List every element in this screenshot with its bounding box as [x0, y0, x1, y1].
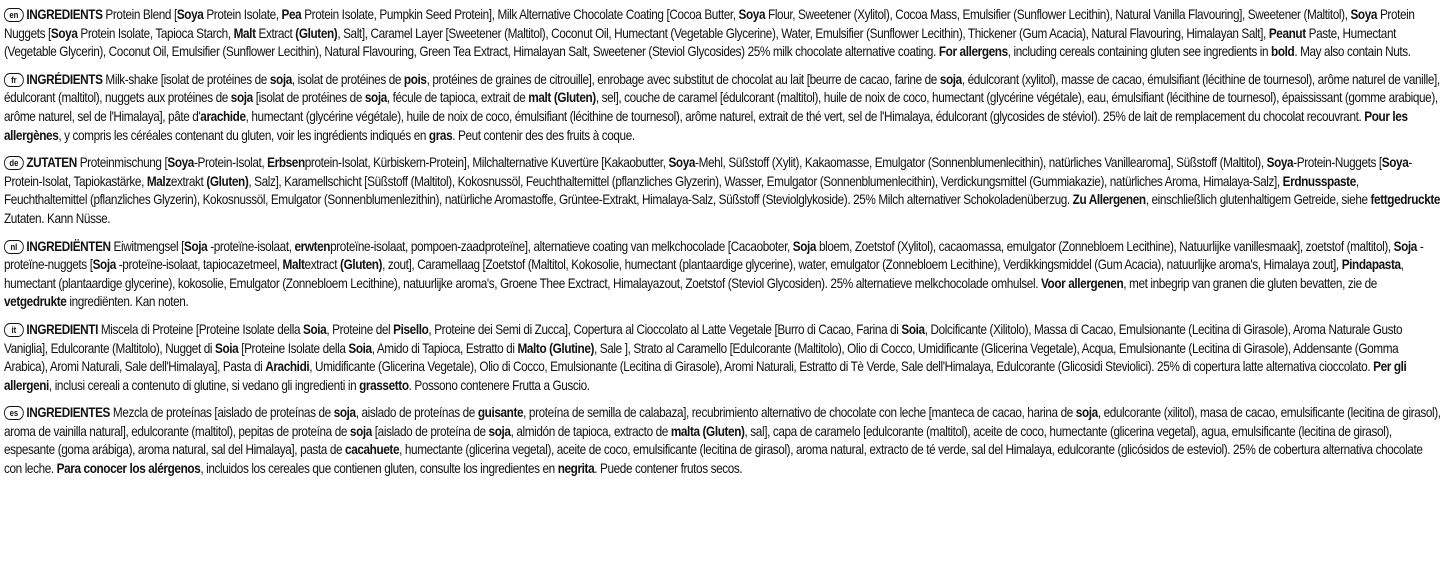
ingredient-text: , incluidos los cereales que contienen gluten, consulte los ingredientes en: [200, 461, 558, 477]
ingredients-section-fr: [4, 71, 1442, 145]
ingredient-text: -Protein-Nuggets [: [1293, 155, 1382, 171]
allergen-text: Peanut: [1268, 25, 1306, 41]
ingredient-text: , édulcorant (xylitol), masse de cacao, émulsifiant (lécithine de tournesol), arôme naturel de vanille], édulcorant (maltitol), nuggets aux protéines de: [4, 71, 1440, 106]
ingredient-text: , almidón de tapioca, extracto de: [510, 423, 671, 439]
ingredient-text: . May also contain Nuts.: [1294, 44, 1411, 60]
allergen-text: Soya: [167, 155, 194, 171]
ingredient-text: extract: [304, 257, 341, 273]
ingredient-text: Flour, Sweetener (Xylitol), Cocoa Mass, Emulsifier (Sunflower Lecithin), Natural Vanilla Flavouring], Sweetener (Maltitol),: [765, 7, 1351, 22]
ingredient-text: , zout], Caramellaag [Zoetstof (Maltitol, Kokosolie, humectant (plantaardige glycerine), water, emulgator (Zonnebloem Lecithine), Verdikkingsmiddel (Gum Acacia), natuurlijke aroma's, Himalaya zout],: [382, 257, 1342, 273]
allergen-text: bold: [1271, 44, 1295, 60]
allergen-text: soja: [364, 90, 387, 106]
allergen-text: soja: [269, 71, 292, 87]
allergen-text: Soya: [1266, 155, 1294, 171]
allergen-text: Soja: [1393, 238, 1417, 254]
allergen-text: Soja: [792, 238, 817, 254]
ingredient-text: -Protein-Isolat,: [193, 155, 268, 171]
language-code-badge: fr: [4, 73, 24, 87]
ingredient-text: [Proteine Isolate della: [238, 340, 349, 356]
allergen-text: Erbsen: [267, 155, 305, 171]
allergen-text: Soya: [738, 7, 766, 22]
ingredient-text: , Salt], Caramel Layer [Sweetener (Maltitol), Coconut Oil, Humectant (Vegetable Glycerine), Water, Emulsifier (Sunflower Lecithin), Thickener (Gum Acacia), Natural Flavouring, Himalayan Salt],: [337, 25, 1269, 41]
ingredient-text: Protein Isolate,: [203, 7, 282, 22]
ingredient-text: Miscela di Proteine [Proteine Isolate della: [97, 321, 304, 337]
ingredient-text: Proteinmischung [: [76, 155, 168, 171]
ingredient-text: Eiwitmengsel [: [110, 238, 185, 254]
allergen-text: Erdnusspaste: [1282, 173, 1356, 189]
allergen-text: Soia: [303, 321, 327, 337]
language-code-badge: nl: [4, 240, 24, 254]
ingredient-text: , Proteine del: [326, 321, 394, 337]
allergen-text: cacahuete: [345, 442, 400, 458]
ingredient-text: bloem, Zoetstof (Xylitol), cacaomassa, emulgator (Zonnebloem Lecithine), Natuurlijke vanillesmaak], zoetstof (maltitol),: [816, 238, 1394, 254]
section-heading: INGREDIENTS: [26, 7, 103, 22]
allergen-text: malt (Gluten): [528, 90, 596, 106]
ingredient-text: Paste, Humectant (Vegetable Glycerin), Coconut Oil, Emulsifier (Sunflower Lecithin), Natural Flavouring, Green Tea Extract, Himalayan Salt, Sweetener (Steviol Glycosides) 25% milk chocolate alternative coating.: [4, 25, 1397, 60]
allergen-text: soja: [1075, 405, 1098, 421]
ingredient-text: . Possono contenere Frutta a Guscio.: [408, 377, 590, 393]
ingredient-text: Protein Isolate, Pumpkin Seed Protein], Milk Alternative Chocolate Coating [Cocoa Butter,: [301, 7, 739, 22]
allergen-text: Para conocer los alérgenos: [56, 461, 201, 477]
ingredient-text: , sal], capa de caramelo [edulcorante (maltitol), aceite de coco, humectante (glicerina vegetal), agua, emulsificante (lecitina de girasol), espesante (goma arábiga), aroma natural, sal del Himalaya], pasta de: [4, 423, 1392, 458]
ingredient-text: , proteína de semilla de calabaza], recubrimiento alternativo de chocolate con leche [manteca de cacao, harina de: [523, 405, 1076, 421]
allergen-text: guisante: [477, 405, 524, 421]
ingredient-text: , humectant (plantaardige glycerine), kokosolie, Emulgator (Zonnebloem Lecithine), natuurlijke aroma's, Groene Thee Exctract, Himalayazout, Zoetstof (Steviol Glycosiden). 25% alternatieve melkchocolade omhulsel.: [4, 257, 1404, 291]
ingredient-text: Mezcla de proteínas [aislado de proteínas de: [110, 405, 334, 421]
section-heading: INGREDIENTES: [26, 405, 111, 421]
allergen-text: Soya: [668, 155, 696, 171]
ingredient-text: Protein Nuggets [: [4, 7, 1415, 41]
allergen-text: Pour les allergènes: [4, 108, 1408, 143]
ingredient-text: , isolat de protéines de: [291, 71, 404, 87]
ingredient-text: -Mehl, Süßstoff (Xylit), Kakaomasse, Emulgator (Sonnenblumenlecithin), natürliches Vanillearoma], Süßstoff (Maltitol),: [695, 155, 1267, 171]
ingredient-text: Milk-shake [isolat de protéines de: [102, 71, 270, 87]
allergen-text: grassetto: [359, 377, 409, 393]
ingredient-text: -proteïne-isolaat, tapiocazetmeel,: [115, 257, 283, 273]
allergen-text: negrita: [557, 461, 595, 477]
allergen-text: Soja: [92, 257, 116, 273]
ingredient-text: , aislado de proteínas de: [355, 405, 478, 421]
allergen-text: soja: [333, 405, 356, 421]
allergen-text: soja: [230, 90, 253, 106]
ingredient-text: , Umidificante (Glicerina Vegetale), Olio di Cocco, Emulsionante (Lecitina di Girasole), Aromi Naturali, Estratto di Tè Verde, Sale dell'Himalaya, Edulcorante (Glicosidi Steviolici). 25% di copertura latte alternativa cioccolato.: [309, 359, 1374, 375]
ingredient-text: , protéines de graines de citrouille], enrobage avec substitut de chocolat au lait [beurre de cacao, farine de: [426, 71, 940, 87]
allergen-text: (Gluten): [340, 257, 383, 273]
ingredient-text: Extract: [255, 25, 296, 41]
allergen-text: soja: [939, 71, 962, 87]
ingredient-text: . Peut contenir des des fruits à coque.: [452, 127, 635, 143]
ingredient-text: extrakt: [170, 173, 207, 189]
ingredient-text: , Feuchthaltemittel (pflanzliches Glyzerin), Kokosnussöl, Emulgator (Sonnenblumenlezithin), natürliche Aromastoffe, Grüntee-Extrakt, Himalaya-Salz, Süßstoff (Steviolglykoside). 25% Milch alternativer Schokoladenüberzug.: [4, 173, 1359, 208]
allergen-text: Soya: [176, 7, 204, 22]
language-code-badge: de: [4, 156, 24, 170]
ingredient-text: , Proteine dei Semi di Zucca], Copertura al Cioccolato al Latte Vegetale [Burro di Cacao, Farina di: [428, 321, 902, 337]
ingredient-text: , Dolcificante (Xilitolo), Massa di Cacao, Emulsionante (Lecitina di Girasole), Aroma Naturale Gusto Vaniglia], Edulcorante (Maltitolo), Nugget di: [4, 321, 1403, 356]
section-heading: INGREDIËNTEN: [26, 238, 111, 254]
ingredient-text: , fécule de tapioca, extrait de: [386, 90, 529, 106]
ingredients-section-de: [4, 154, 1442, 228]
allergen-text: Soia: [348, 340, 372, 356]
language-code-badge: en: [4, 8, 24, 22]
ingredient-text: . Puede contener frutos secos.: [594, 461, 743, 477]
allergen-text: Voor allergenen: [1040, 275, 1124, 291]
ingredient-text: , met inbegrip van granen die gluten bevatten, zie de: [1123, 275, 1377, 291]
language-code-badge: it: [4, 323, 24, 337]
language-code-badge: es: [4, 406, 24, 420]
allergen-text: erwten: [294, 238, 331, 254]
ingredient-text: , Salz], Karamellschicht [Süßstoff (Maltitol), Kokosnussöl, Feuchthaltemittel (pflanzliches Glyzerin), Wasser, Emulgator (Sonnenblumenlecithin), Verdickungsmittel (Gummiakazie), natürliches Aroma, Himalaya-Salz],: [248, 173, 1283, 189]
allergen-text: vetgedrukte: [4, 294, 67, 310]
ingredient-text: protein-Isolat, Kürbiskern-Protein], Milchalternative Kuvertüre [Kakaobutter,: [304, 155, 669, 171]
allergen-text: malta (Gluten): [670, 423, 745, 439]
ingredients-section-es: [4, 404, 1442, 478]
allergen-text: (Gluten): [295, 25, 338, 41]
ingredient-text: -proteïne-isolaat,: [207, 238, 295, 254]
ingredient-text: , including cereals containing gluten see ingredients in: [1007, 44, 1272, 60]
allergen-text: soja: [488, 423, 511, 439]
allergen-text: pois: [403, 71, 427, 87]
ingredient-text: , Amido di Tapioca, Estratto di: [371, 340, 518, 356]
allergen-text: gras: [428, 127, 453, 143]
ingredient-text: Protein Isolate, Tapioca Starch,: [77, 25, 234, 41]
ingredient-text: Protein Blend [: [102, 7, 177, 22]
allergen-text: soja: [349, 423, 372, 439]
allergen-text: Soya: [1350, 7, 1378, 22]
ingredient-text: , Sale ], Strato al Caramello [Edulcorante (Maltitolo), Olio di Cocco, Umidificante (Glicerina Vegetale), Acqua, Emulsionante (Lecitina di Girasole), Addensante (Gomma Arabica), Aromi Naturali, Sale dell'Himalaya], Pasta di: [4, 340, 1399, 375]
ingredient-text: , sel], couche de caramel [édulcorant (maltitol), huile de noix de coco, humectant (glycérine végétale), eau, émulsifiant (lécithine de tournesol), épaississant (gomme arabique), arôme naturel, sel de l'Himalaya], pâte d': [4, 90, 1438, 124]
allergen-text: Soia: [901, 321, 925, 337]
ingredient-text: ingrediënten. Kan noten.: [66, 294, 189, 310]
ingredient-text: , inclusi cereali a contenuto di glutine, si vedano gli ingredienti in: [48, 377, 360, 393]
section-heading: INGRÉDIENTS: [26, 71, 103, 87]
ingredient-text: Zutaten. Kann Nüsse.: [4, 210, 111, 226]
allergen-text: For allergens: [938, 44, 1008, 60]
ingredients-section-nl: [4, 238, 1442, 312]
ingredient-text: , humectant (glycérine végétale), huile de noix de coco, émulsifiant (lécithine de tournesol), arôme naturel, extrait de thé vert, sel de l'Himalaya, édulcorant (glycosides de stévioI). 25% de lait de remplacement du chocolat recouvrant.: [245, 108, 1365, 124]
ingredients-section-en: [4, 6, 1442, 62]
allergen-text: arachide: [200, 108, 246, 124]
ingredient-text: , y compris les céréales contenant du gluten, voir les ingrédients indiqués en: [58, 127, 429, 143]
section-heading: INGREDIENTI: [26, 321, 98, 337]
allergen-text: Arachidi: [265, 359, 310, 375]
allergen-text: Malz: [146, 173, 171, 189]
allergen-text: fettgedruckte: [1370, 192, 1441, 208]
allergen-text: Zu Allergenen: [1072, 192, 1146, 208]
ingredient-text: [aislado de proteína de: [371, 423, 489, 439]
ingredient-text: [isolat de protéines de: [252, 90, 365, 106]
section-heading: ZUTATEN: [26, 155, 77, 171]
ingredient-text: , einschließlich glutenhaltigem Getreide, siehe: [1145, 192, 1371, 208]
allergen-text: (Gluten): [206, 173, 249, 189]
allergen-text: Pisello: [393, 321, 429, 337]
allergen-text: Soya: [1381, 155, 1409, 171]
allergen-text: Soia: [214, 340, 239, 356]
allergen-text: Pea: [281, 7, 302, 22]
ingredient-text: , edulcorante (xilitol), masa de cacao, emulsificante (lecitina de girasol), aroma de vainilla natural], edulcorante (maltitol), pepitas de proteína de: [4, 405, 1441, 439]
allergen-text: Malto (Glutine): [517, 340, 595, 356]
ingredient-text: -proteïne-nuggets [: [4, 238, 1424, 273]
allergen-text: Malt: [233, 25, 256, 41]
ingredient-text: , humectante (glicerina vegetal), aceite de coco, emulsificante (lecitina de girasol), aroma natural, extracto de té verde, sal del Himalaya, edulcorante (glicósidos de esteviol). 25% de cobertura alternativa chocolate con leche.: [4, 442, 1423, 477]
allergen-text: Malt: [282, 257, 305, 273]
allergen-text: Soja: [184, 238, 208, 254]
ingredient-text: -Protein-Isolat, Tapiokastärke,: [4, 155, 1412, 189]
ingredient-text: proteïne-isolaat, pompoen-zaadproteïne], alternatieve coating van melkchocolade [Cacaoboter,: [330, 238, 793, 254]
allergen-text: Pindapasta: [1341, 257, 1401, 273]
allergen-text: Soya: [50, 25, 78, 41]
ingredients-section-it: [4, 321, 1442, 395]
allergen-text: Per gli allergeni: [4, 359, 1407, 393]
